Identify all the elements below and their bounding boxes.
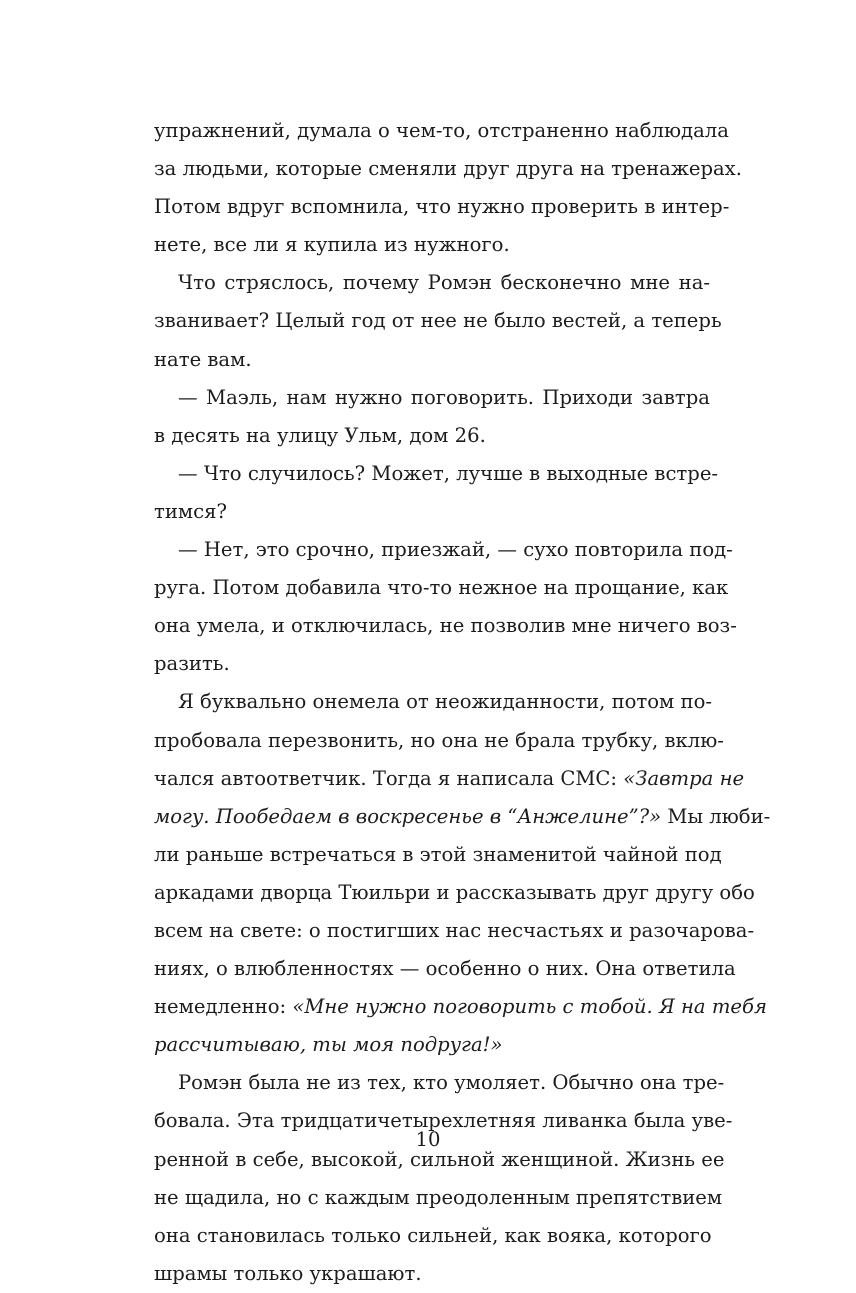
text-line: она умела, и отключилась, не позволив мне ничего воз- [154, 614, 737, 638]
sms-quote: «Завтра не [623, 766, 745, 790]
text-line: в десять на улицу Ульм, дом 26. [154, 423, 486, 447]
text-line: за людьми, которые сменяли друг друга на тренажерах. [154, 157, 742, 181]
text-line: Что стряслось, почему Ромэн бесконечно мне на- [178, 271, 710, 295]
text-line: нете, все ли я купила из нужного. [154, 233, 510, 257]
text-line: Ромэн была не из тех, кто умоляет. Обычно она тре- [178, 1071, 725, 1095]
text-line: она становилась только сильней, как вояка, которого [154, 1223, 712, 1247]
text-line: шрамы только украшают. [154, 1261, 422, 1285]
text-line: — Нет, это срочно, приезжай, — сухо повторила под- [178, 538, 733, 562]
text-line: — Маэль, нам нужно поговорить. Приходи завтра [178, 385, 710, 409]
text-run: Мы люби- [661, 804, 771, 828]
text-run: чался автоответчик. Тогда я написала СМС: [154, 766, 624, 790]
text-line [154, 760, 745, 798]
sms-quote: «Мне нужно поговорить с тобой. Я на тебя [292, 995, 767, 1019]
sms-quote: рассчитываю, ты моя подруга!» [154, 1033, 503, 1057]
text-line: не щадила, но с каждым преодоленным препятствием [154, 1185, 723, 1209]
text-line: ниях, о влюбленностях — особенно о них. Она ответила [154, 957, 736, 981]
page-number: 10 [415, 1128, 441, 1151]
text-line: нате вам. [154, 347, 252, 371]
text-line: ренной в себе, высокой, сильной женщиной. Жизнь ее [154, 1147, 725, 1171]
text-run: немедленно: [154, 995, 293, 1019]
text-line: — Что случилось? Может, лучше в выходные встре- [178, 461, 719, 485]
text-line: Потом вдруг вспомнила, что нужно проверить в интер- [154, 195, 730, 219]
text-line: званивает? Целый год от нее не было вестей, а теперь [154, 309, 722, 333]
sms-quote: могу. Пообедаем в воскресенье в “Анжелине”?» [154, 804, 662, 828]
text-line: аркадами дворца Тюильри и рассказывать друг другу обо [154, 880, 755, 904]
text-line: тимся? [154, 499, 227, 523]
text-line: всем на свете: о постигших нас несчастьях и разочарова- [154, 918, 755, 942]
text-line: Я буквально онемела от неожиданности, потом по- [178, 690, 713, 714]
text-line: упражнений, думала о чем-то, отстраненно наблюдала [154, 119, 729, 142]
text-line: разить. [154, 652, 230, 676]
text-line: ли раньше встречаться в этой знаменитой чайной под [154, 842, 722, 866]
text-line: бовала. Эта тридцатичетырехлетняя ливанка была уве- [154, 1109, 733, 1133]
text-line [154, 1026, 710, 1064]
text-line [154, 798, 771, 836]
text-line: руга. Потом добавила что-то нежное на прощание, как [154, 576, 729, 600]
body-text [154, 112, 771, 1293]
text-line: пробовала перезвонить, но она не брала трубку, вклю- [154, 728, 724, 752]
text-line [154, 988, 767, 1026]
